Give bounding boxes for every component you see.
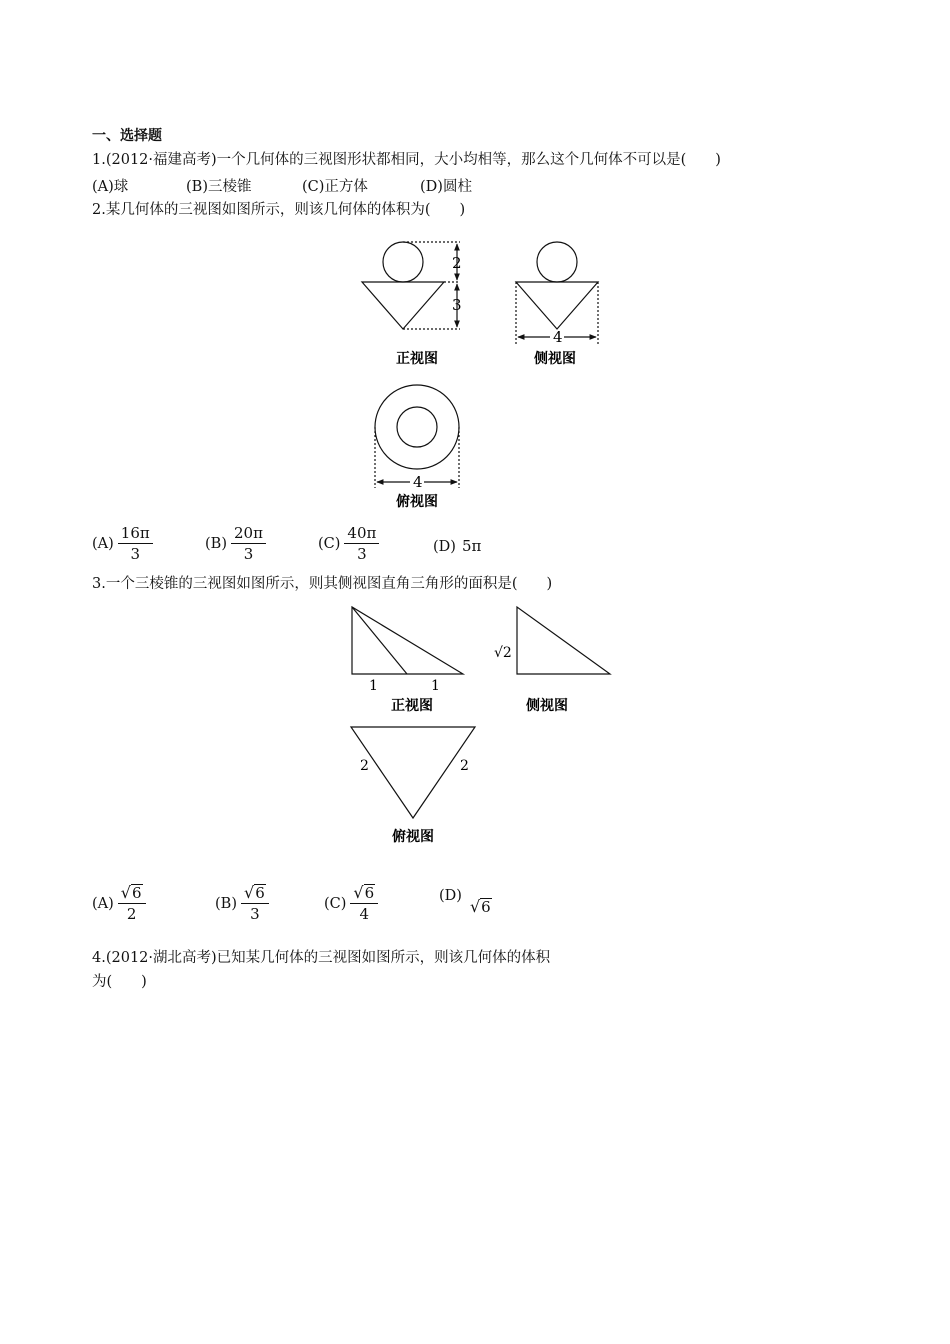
q2-option-d-value: 5π	[461, 537, 482, 555]
q1-option-d: (D)圆柱	[420, 179, 472, 195]
q3-option-a-den: 2	[126, 905, 137, 923]
q3-side-view	[517, 607, 610, 674]
q3-option-d-label: (D)	[439, 888, 462, 904]
q2-option-b-den: 3	[243, 545, 254, 563]
q3-top-triangle	[351, 727, 475, 818]
q3-option-a	[92, 884, 146, 924]
q3-side-label: 侧视图	[526, 698, 568, 714]
q2-dim-side-width: 4	[553, 328, 563, 346]
q2-option-a	[92, 524, 153, 564]
q2-dim-top: 2	[452, 254, 462, 272]
q3-option-b-num	[241, 884, 269, 904]
sqrt-icon: √	[469, 897, 481, 916]
q3-option-b-den: 3	[250, 905, 260, 923]
sqrt-icon: √	[120, 883, 131, 902]
q2-option-d	[433, 537, 481, 555]
q2-option-c-den: 3	[357, 545, 367, 563]
q3-option-a-fraction	[118, 884, 146, 924]
q2-option-c	[318, 524, 379, 564]
q3-front-label: 正视图	[391, 698, 433, 714]
q3-option-d-radicand: 6	[481, 898, 491, 916]
q2-front-circle	[383, 242, 423, 282]
q1-option-a: (A)球	[92, 179, 129, 195]
q3-option-c	[324, 884, 378, 924]
sqrt-icon: √	[243, 883, 255, 902]
q3-option-a-num	[118, 884, 146, 904]
q3-top-label: 俯视图	[392, 829, 434, 845]
q2-top-label: 俯视图	[396, 494, 438, 510]
question-3-text: 3.一个三棱锥的三视图如图所示，则其侧视图直角三角形的面积是( )	[92, 576, 553, 592]
q2-option-a-fraction	[118, 524, 153, 564]
q1-option-c: (C)正方体	[302, 179, 368, 195]
q3-front-triangle	[352, 607, 463, 674]
q1-option-b: (B)三棱锥	[186, 179, 252, 195]
q2-side-circle	[537, 242, 577, 282]
q2-option-b	[205, 524, 266, 564]
q3-option-d-radical	[470, 898, 492, 916]
section-title: 一、选择题	[92, 128, 162, 144]
q2-front-triangle	[362, 282, 444, 329]
q3-option-d	[439, 886, 492, 916]
q3-option-c-label: (C)	[324, 896, 347, 912]
q2-top-inner-circle	[397, 407, 437, 447]
q2-front-label: 正视图	[396, 351, 438, 367]
q3-option-c-fraction	[350, 884, 378, 924]
q2-option-b-num: 20π	[231, 524, 266, 544]
q2-dim-bottom: 3	[452, 296, 462, 314]
q3-front-dim-2: 1	[431, 678, 440, 694]
q3-front-view	[352, 607, 463, 674]
q3-option-a-radicand: 6	[132, 884, 142, 902]
question-4-text-line2: 为( )	[92, 974, 147, 990]
q2-dim-top-width: 4	[413, 473, 423, 491]
q2-option-c-fraction	[344, 524, 379, 564]
q2-option-a-num: 16π	[118, 524, 153, 544]
q3-front-inner-edge	[352, 607, 407, 674]
q2-option-d-label: (D)	[433, 539, 456, 555]
q2-option-c-num: 40π	[344, 524, 379, 544]
q3-option-a-label: (A)	[92, 896, 114, 912]
q3-top-dim-left: 2	[360, 758, 369, 774]
question-2-text: 2.某几何体的三视图如图所示，则该几何体的体积为( )	[92, 202, 466, 218]
q2-option-b-fraction	[231, 524, 266, 564]
q2-option-a-den: 3	[130, 545, 141, 563]
q3-option-c-num	[350, 884, 378, 904]
q3-side-dim: √2	[494, 645, 512, 661]
sqrt-icon: √	[353, 883, 364, 902]
q3-option-c-den: 4	[359, 905, 370, 923]
question-4-text-line1: 4.(2012·湖北高考)已知某几何体的三视图如图所示，则该几何体的体积	[92, 950, 551, 966]
q3-option-b-radicand: 6	[255, 884, 265, 902]
q2-side-label: 侧视图	[534, 351, 576, 367]
question-1-text: 1.(2012·福建高考)一个几何体的三视图形状都相同，大小均相等，那么这个几何体不可以是( )	[92, 152, 721, 168]
q2-top-outer-circle	[375, 385, 459, 469]
q2-option-c-label: (C)	[318, 536, 341, 552]
q3-option-b-label: (B)	[215, 896, 237, 912]
q3-option-b	[215, 884, 269, 924]
q3-top-dim-right: 2	[460, 758, 469, 774]
q3-side-triangle	[517, 607, 610, 674]
q3-option-b-fraction	[241, 884, 269, 924]
q3-front-dim-1: 1	[369, 678, 378, 694]
q3-top-view	[351, 727, 475, 818]
q2-option-a-label: (A)	[92, 536, 114, 552]
q2-option-b-label: (B)	[205, 536, 227, 552]
q2-front-view	[362, 242, 460, 329]
q3-option-c-radicand: 6	[364, 884, 375, 902]
q2-side-triangle	[516, 282, 598, 329]
